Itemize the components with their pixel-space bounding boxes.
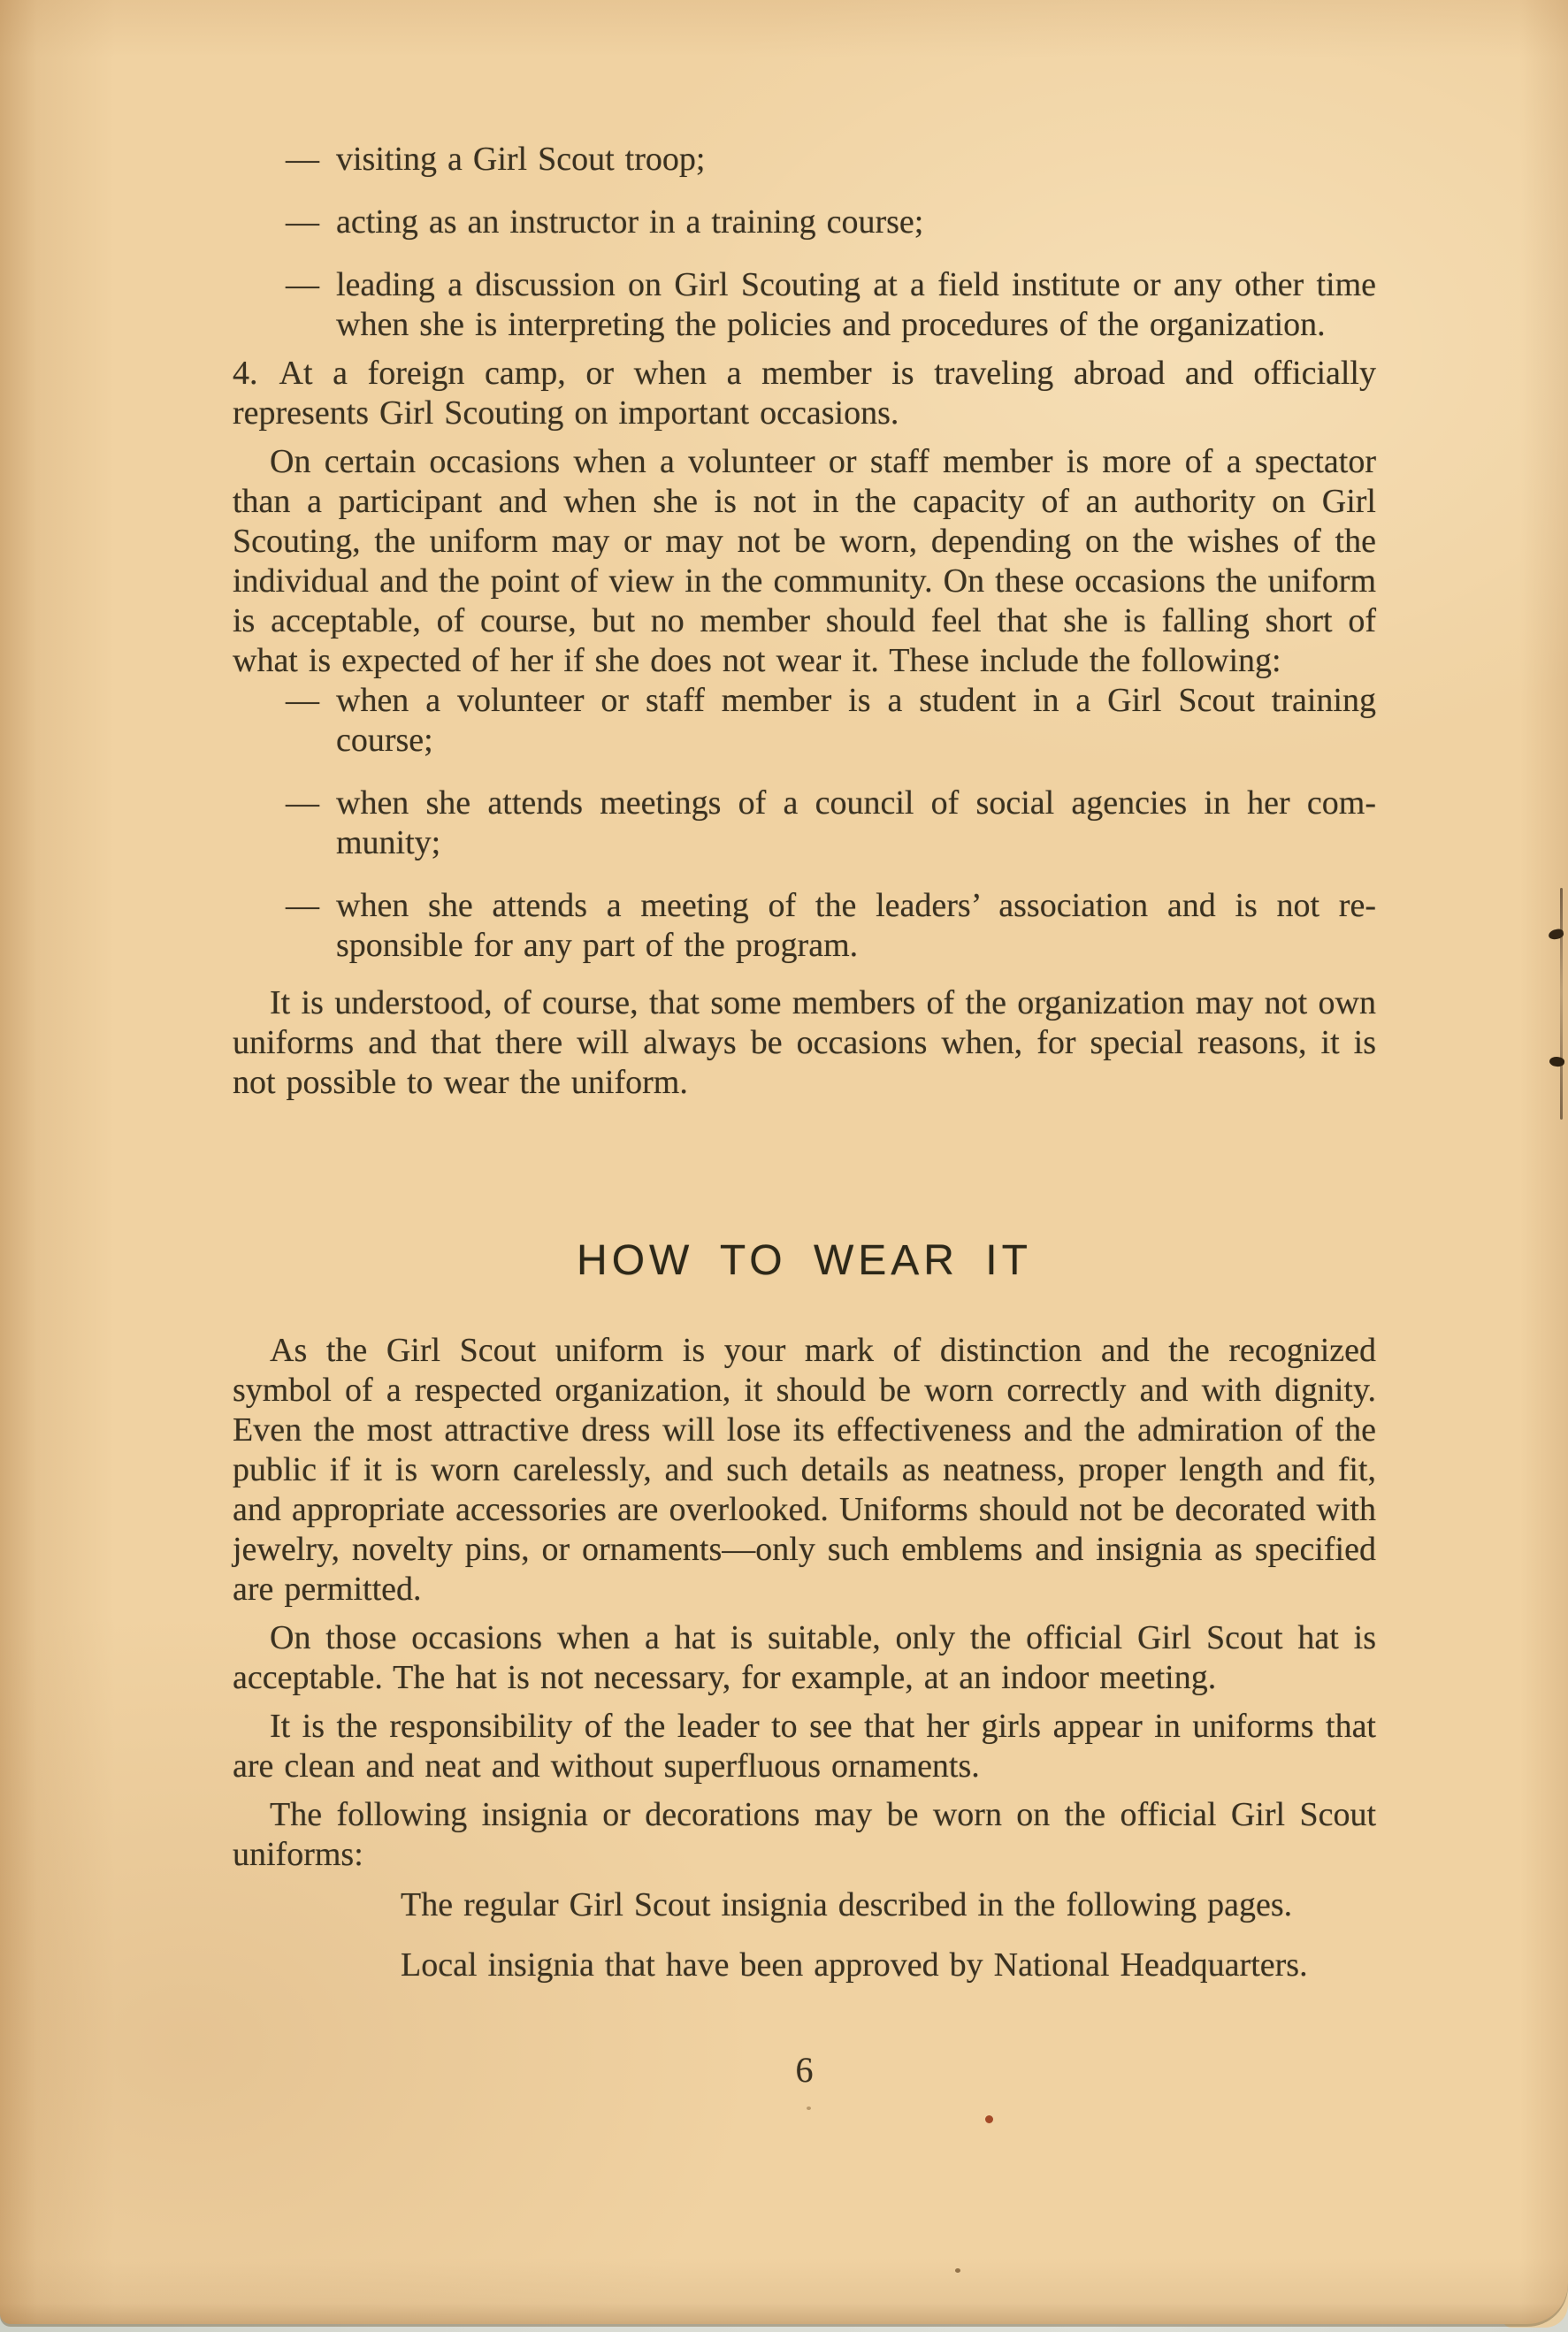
list-dash: —	[286, 784, 319, 822]
list-item-text: when she attends meetings of a council of social agencies in her community;	[336, 784, 1376, 861]
paper-speck	[807, 2106, 811, 2110]
list-dash: —	[286, 141, 319, 178]
page-number: 6	[795, 2050, 814, 2090]
red-speck	[985, 2115, 993, 2123]
list-item	[233, 681, 1376, 761]
list-item	[233, 784, 1376, 863]
section-paragraph: It is the responsibility of the leader to see that her girls appear in uniforms that are clean and neat and without superfluous ornaments.	[233, 1708, 1376, 1785]
list-item-text: leading a discussion on Girl Scouting at a field institute or any other time when she is interpreting the policies and procedures of the organization.	[336, 266, 1376, 343]
list-item	[233, 886, 1376, 966]
occasion-list-top	[233, 140, 1376, 345]
occasion-list-mid	[233, 681, 1376, 966]
text-column	[233, 140, 1376, 1985]
paragraph-number: 4.	[233, 355, 258, 392]
section-paragraph: The following insignia or decorations may be worn on the official Girl Scout uniforms:	[233, 1796, 1376, 1873]
spectator-paragraph: On certain occasions when a volunteer or staff member is more of a spectator than a participant and when she is not in the capacity of an authority on Girl Scouting, the uniform may or may not be worn, depending on the wishes of the individual and the point of view in the community. On these occasions the uniform is acceptable, of course, but no member should feel that she is falling short of what is expected of her if she does not wear it. These include the following:	[233, 443, 1376, 679]
insignia-line: The regular Girl Scout insignia described in the following pages.	[401, 1886, 1293, 1923]
paper-speck	[955, 2268, 960, 2273]
section-heading: HOW TO WEAR IT	[577, 1237, 1032, 1284]
list-item-text: when a volunteer or staff member is a student in a Girl Scout training course;	[336, 682, 1376, 759]
list-item-text: acting as an instructor in a training course;	[336, 203, 924, 241]
section-paragraph: As the Girl Scout uniform is your mark of distinction and the recognized symbol of a respected organization, it should be worn correctly and with dignity. Even the most attractive dress will lose its effectiveness and the admiration of the public if it is worn carelessly, and such details as neatness, proper length and fit, and appropriate accessories are overlooked. Uniforms should not be decorated with jewelry, novelty pins, or ornaments—only such emblems and insignia as specified are permitted.	[233, 1332, 1376, 1608]
list-dash: —	[286, 203, 319, 241]
page-edge-line	[1560, 888, 1563, 1120]
list-item-text: visiting a Girl Scout troop;	[336, 141, 706, 178]
list-item	[233, 265, 1376, 345]
list-item	[233, 140, 1376, 180]
list-item-text: when she attends a meeting of the leaders’ association and is not responsible for any part of the program.	[336, 887, 1376, 964]
list-dash: —	[286, 887, 319, 924]
numbered-paragraph	[233, 354, 1376, 433]
insignia-line: Local insignia that have been approved by National Headquarters.	[401, 1946, 1308, 1984]
list-item	[233, 203, 1376, 242]
paragraph-text: At a foreign camp, or when a member is traveling abroad and officially represents Girl Scouting on important occasions.	[233, 355, 1376, 432]
section-paragraph: On those occasions when a hat is suitable, only the official Girl Scout hat is acceptable. The hat is not necessary, for example, at an indoor meeting.	[233, 1619, 1376, 1696]
closing-paragraph: It is understood, of course, that some members of the organization may not own uniforms and that there will always be occasions when, for special reasons, it is not possible to wear the uniform.	[233, 984, 1376, 1101]
list-dash: —	[286, 682, 319, 719]
list-dash: —	[286, 266, 319, 303]
